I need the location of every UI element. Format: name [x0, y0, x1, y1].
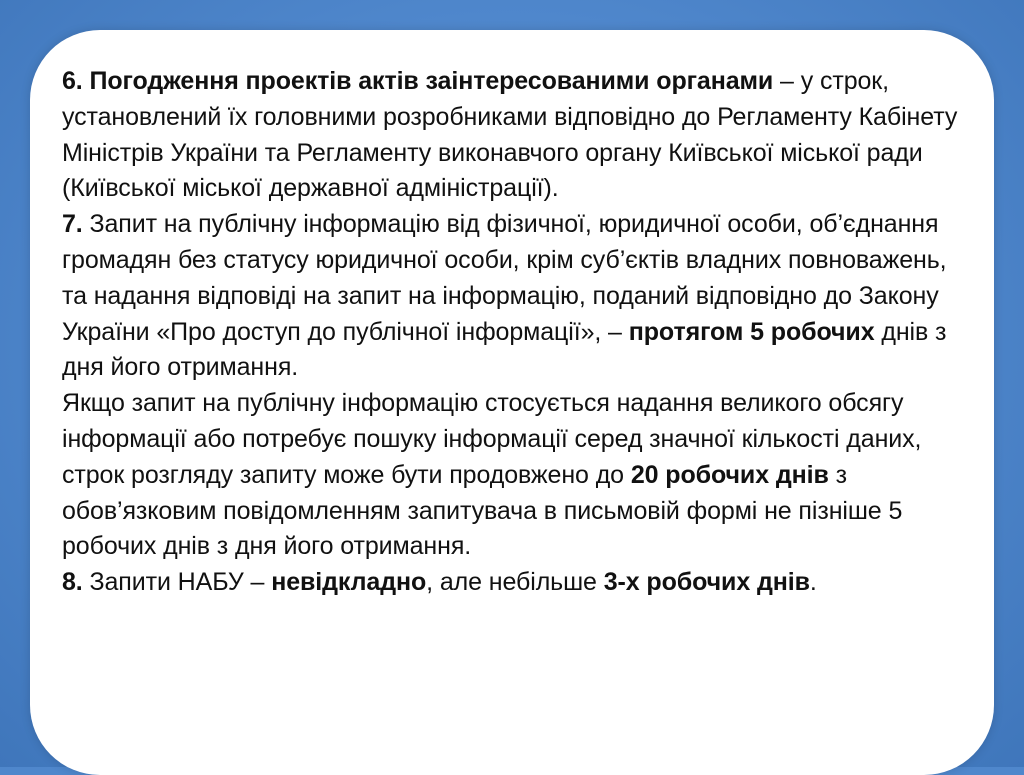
item-8-number: 8.	[62, 568, 83, 597]
item-7-number: 7.	[62, 210, 83, 239]
item-8-deadline: 3-х робочих днів	[603, 568, 810, 597]
item-8-immediately: невідкладно	[271, 568, 427, 597]
item-8-text-end: .	[809, 568, 817, 597]
paragraph-extension	[62, 386, 962, 565]
extension-text-end: з обов’язковим повідомленням запитувача в письмовій формі не пізніше 5 робочих днів з дня його отримання.	[62, 460, 903, 561]
item-8-text: Запити НАБУ –	[82, 568, 272, 597]
paragraph-item-8	[62, 565, 962, 601]
extension-text: Якщо запит на публічну інформацію стосується надання великого обсягу інформації або потребує пошуку інформації серед значної кількості даних, строк розгляду запиту може бути продовжено до	[62, 389, 922, 489]
paragraph-item-7	[62, 207, 962, 386]
item-6-heading: 6. Погодження проектів актів заінтересованими органами	[62, 67, 774, 95]
slide-body	[62, 64, 962, 601]
item-7-text: Запит на публічну інформацію від фізичної, юридичної особи, об’єднання громадян без статусу юридичної особи, крім суб’єктів владних повноважень, та надання відповіді на запит на інформацію, поданий відповідно до Закону України «Про доступ до публічної інформації», –	[62, 210, 947, 346]
item-7-deadline: протягом 5 робочих	[628, 317, 875, 346]
item-6-text: – у строк, установлений їх головними розробниками відповідно до Регламенту Кабінету Міністрів України та Регламенту виконавчого органу Київської міської ради (Київської міської державної адміністрації).	[62, 67, 958, 203]
item-7-text-end: днів з дня його отримання.	[62, 317, 947, 382]
item-8-text-mid: , але небільше	[426, 568, 604, 597]
extension-deadline: 20 робочих днів	[630, 460, 829, 489]
paragraph-item-6	[62, 64, 962, 207]
